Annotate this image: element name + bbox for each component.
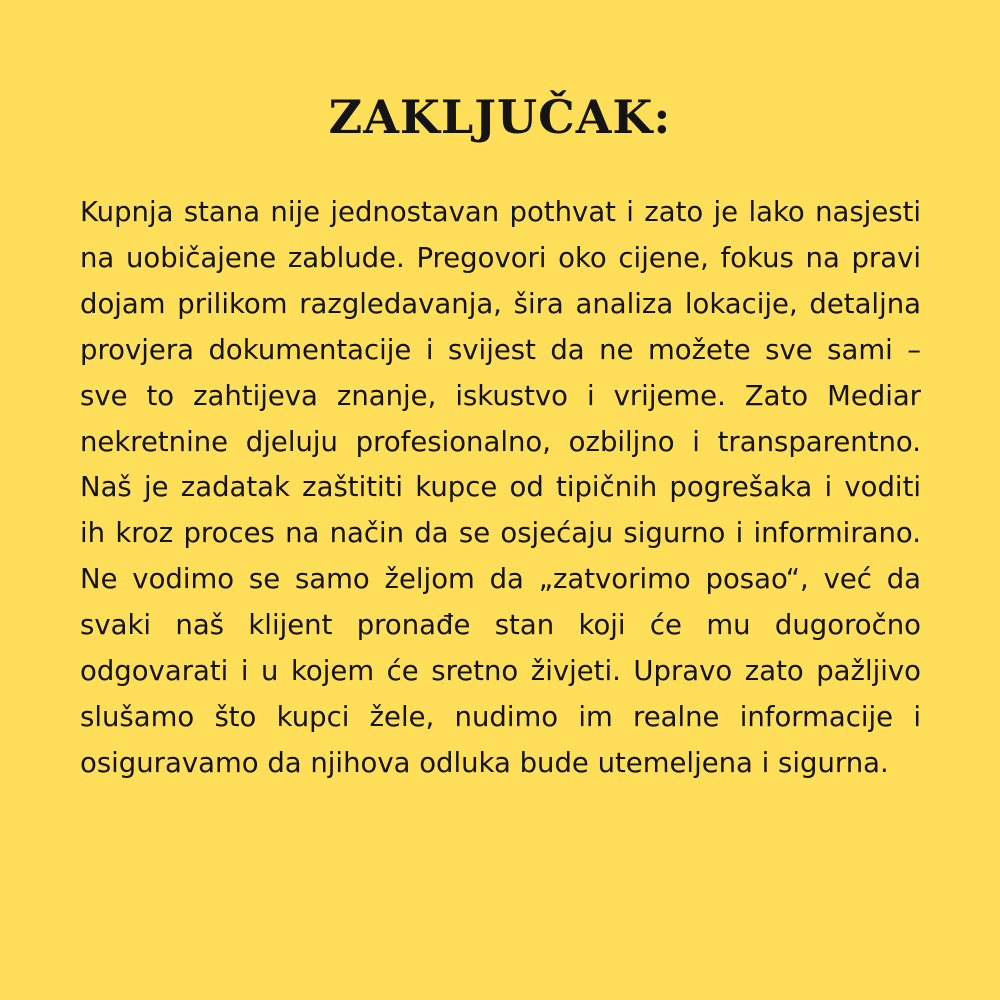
- body-paragraph: Kupnja stana nije jednostavan pothvat i zato je lako nasjesti na uobičajene zablude. Pregovori oko cijene, fokus na pravi dojam prilikom razgledavanja, šira analiza lokacije, detaljna provjera dokumentacije i svijest da ne možete sve sami – sve to zahtijeva znanje, iskustvo i vrijeme. Zato Mediar nekretnine djeluju profesionalno, ozbiljno i transparentno. Naš je zadatak zaštititi kupce od tipičnih pogrešaka i voditi ih kroz proces na način da se osjećaju sigurno i informirano. Ne vodimo se samo željom da „zatvorimo posao“, već da svaki naš klijent pronađe stan koji će mu dugoročno odgovarati i u kojem će sretno živjeti. Upravo zato pažljivo slušamo što kupci žele, nudimo im realne informacije i osiguravamo da njihova odluka bude utemeljena i sigurna.: [80, 196, 921, 779]
- page-title: ZAKLJUČAK:: [328, 90, 672, 144]
